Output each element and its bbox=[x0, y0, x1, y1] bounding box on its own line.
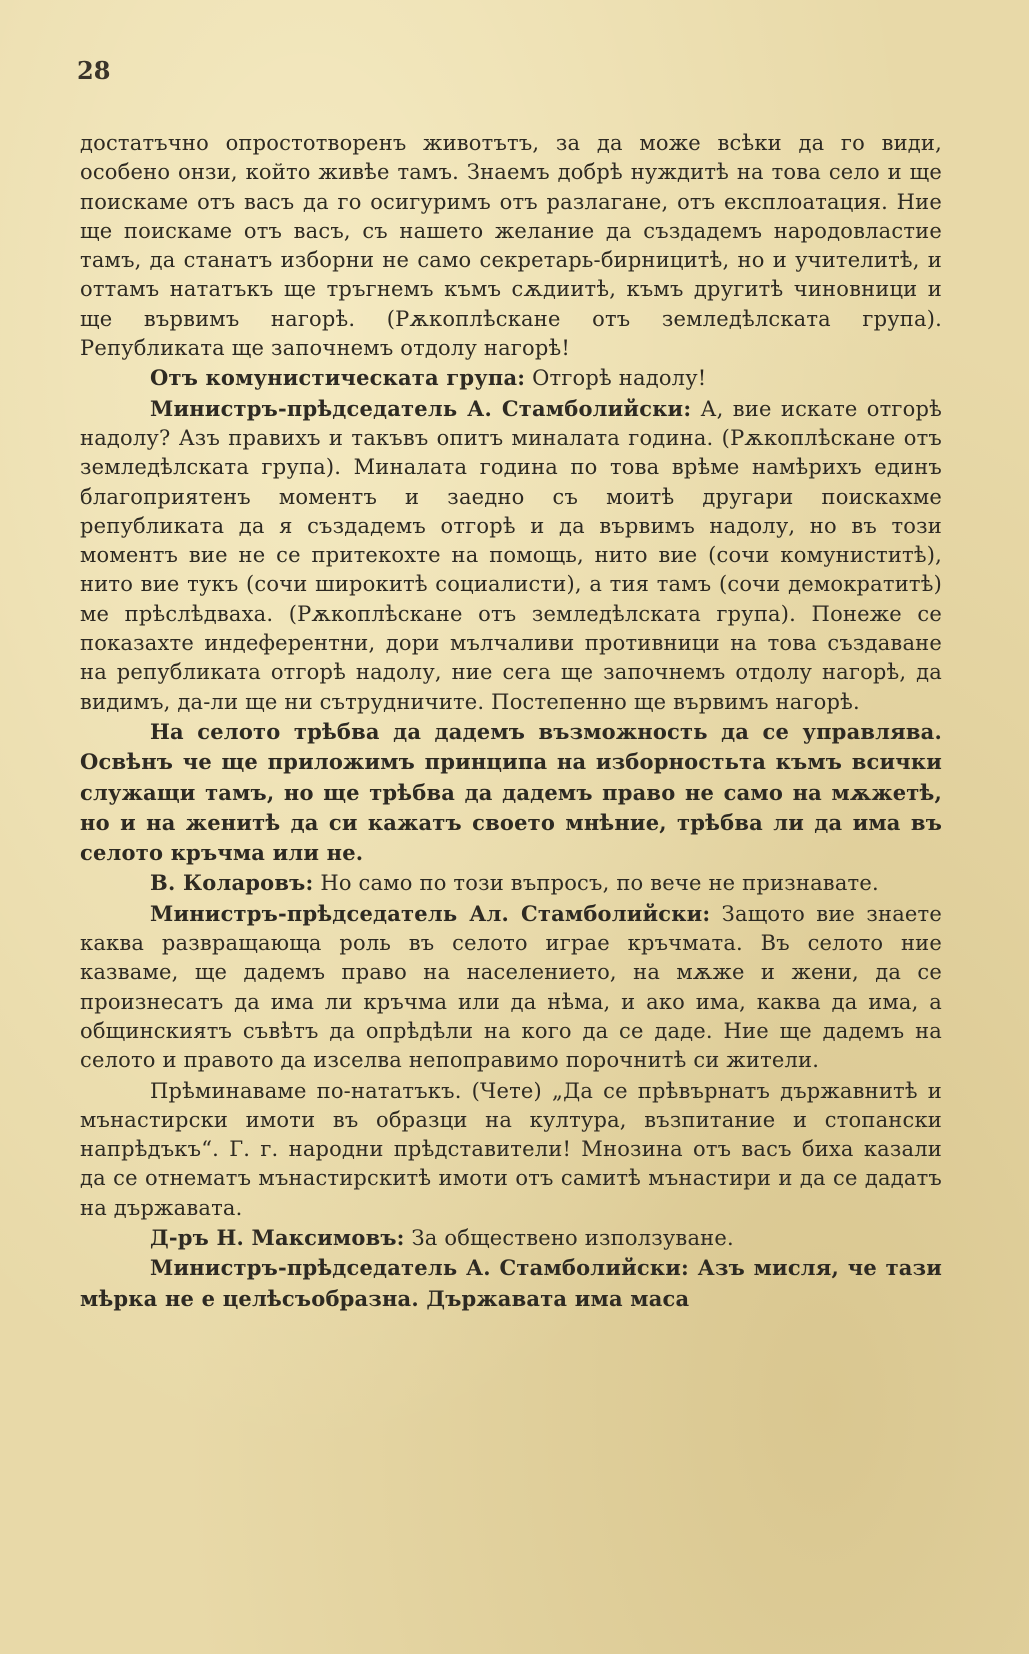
paragraph bbox=[80, 899, 942, 1076]
paragraph bbox=[80, 394, 942, 717]
paragraph bbox=[80, 868, 942, 898]
paragraph bbox=[80, 717, 942, 868]
paragraph-text: Азъ мисля, че тази мѣрка не е целѣсъобразна. Държавата има маса bbox=[80, 1255, 942, 1311]
paragraph-text: Отгорѣ надолу! bbox=[525, 366, 707, 391]
speaker-name: В. Коларовъ: bbox=[150, 870, 314, 896]
paragraph-text: достатъчно опростотворенъ животътъ, за да може всѣки да го види, особено онзи, който живѣе тамъ. Знаемъ добрѣ нуждитѣ на това село и ще поискаме отъ васъ да го осигуримъ отъ разлагане, отъ експлоатация. Ние ще поискаме отъ васъ, съ нашето желание да създадемъ народовластие тамъ, да станатъ изборни не само секретарь-бирницитѣ, но и учителитѣ, и оттамъ нататъкъ ще тръгнемъ къмъ сѫдиитѣ, къмъ другитѣ чиновници и ще вървимъ нагорѣ. (Рѫкоплѣскане отъ земледѣлската група). Републиката ще започнемъ отдолу нагорѣ! bbox=[80, 131, 942, 361]
paragraph bbox=[80, 1076, 942, 1223]
paragraph-text: А, вие искате отгорѣ надолу? Азъ правихъ и такъвъ опитъ миналата година. (Рѫкоплѣскане отъ земледѣлската група). Миналата година по това врѣме намѣрихъ единъ благоприятенъ моментъ и заедно съ моитѣ другари поискахме републиката да я създадемъ отгорѣ и да вървимъ надолу, но въ този моментъ вие не се притекохте на помощь, нито вие (сочи комуниститѣ), нито вие тукъ (сочи широкитѣ социалисти), а тия тамъ (сочи демократитѣ) ме прѣслѣдваха. (Рѫкоплѣскане отъ земледѣлската група). Понеже се показахте индеферентни, дори мълчаливи противници на това създаване на републиката отгорѣ надолу, ние сега ще започнемъ отдолу нагорѣ, да видимъ, да-ли ще ни сътрудничите. Постепенно ще вървимъ нагорѣ. bbox=[80, 396, 942, 714]
paragraph bbox=[80, 363, 942, 393]
paragraph bbox=[80, 128, 942, 363]
page-number: 28 bbox=[77, 56, 111, 85]
paragraph-text: За обществено използуване. bbox=[404, 1225, 734, 1250]
body-text bbox=[80, 128, 942, 1314]
speaker-name: Министръ-прѣдседатель Ал. Стамболийски: bbox=[150, 900, 711, 926]
speaker-name: Отъ комунистическата група: bbox=[150, 365, 526, 391]
paragraph bbox=[80, 1253, 942, 1314]
speaker-name: Министръ-прѣдседатель А. Стамболийски: bbox=[150, 395, 692, 421]
paragraph-text: На селото трѣбва да дадемъ възможность да се управлява. Освѣнъ че ще приложимъ принципа на изборностьта къмъ всички служащи тамъ, но ще трѣбва да дадемъ право не само на мѫжетѣ, но и на женитѣ да си кажатъ своето мнѣние, трѣбва ли да има въ селото кръчма или не. bbox=[80, 718, 942, 866]
paragraph-text: Но само по този въпросъ, по вече не признавате. bbox=[313, 871, 879, 896]
paragraph-text: Защото вие знаете каква развращающа роль въ селото играе кръчмата. Въ селото ние казваме, ще дадемъ право на населението, на мѫже и жени, да се произнесатъ да има ли кръчма или да нѣма, и ако има, каква да има, а общинскиятъ съвѣтъ да опрѣдѣли на кого да се даде. Ние ще дадемъ на селото и правото да изселва непоправимо порочнитѣ си жители. bbox=[80, 901, 942, 1073]
speaker-name: Д-ръ Н. Максимовъ: bbox=[150, 1224, 405, 1250]
speaker-name: Министръ-прѣдседатель А. Стамболийски: bbox=[150, 1255, 689, 1281]
paragraph-text: Прѣминаваме по-нататъкъ. (Чете) „Да се прѣвърнатъ държавнитѣ и мънастирски имоти въ образци на култура, възпитание и стопански напрѣдъкъ“. Г. г. народни прѣдставители! Мнозина отъ васъ биха казали да се отнематъ мънастирскитѣ имоти отъ самитѣ мънастири и да се дадатъ на държавата. bbox=[80, 1078, 942, 1220]
paragraph bbox=[80, 1223, 942, 1253]
